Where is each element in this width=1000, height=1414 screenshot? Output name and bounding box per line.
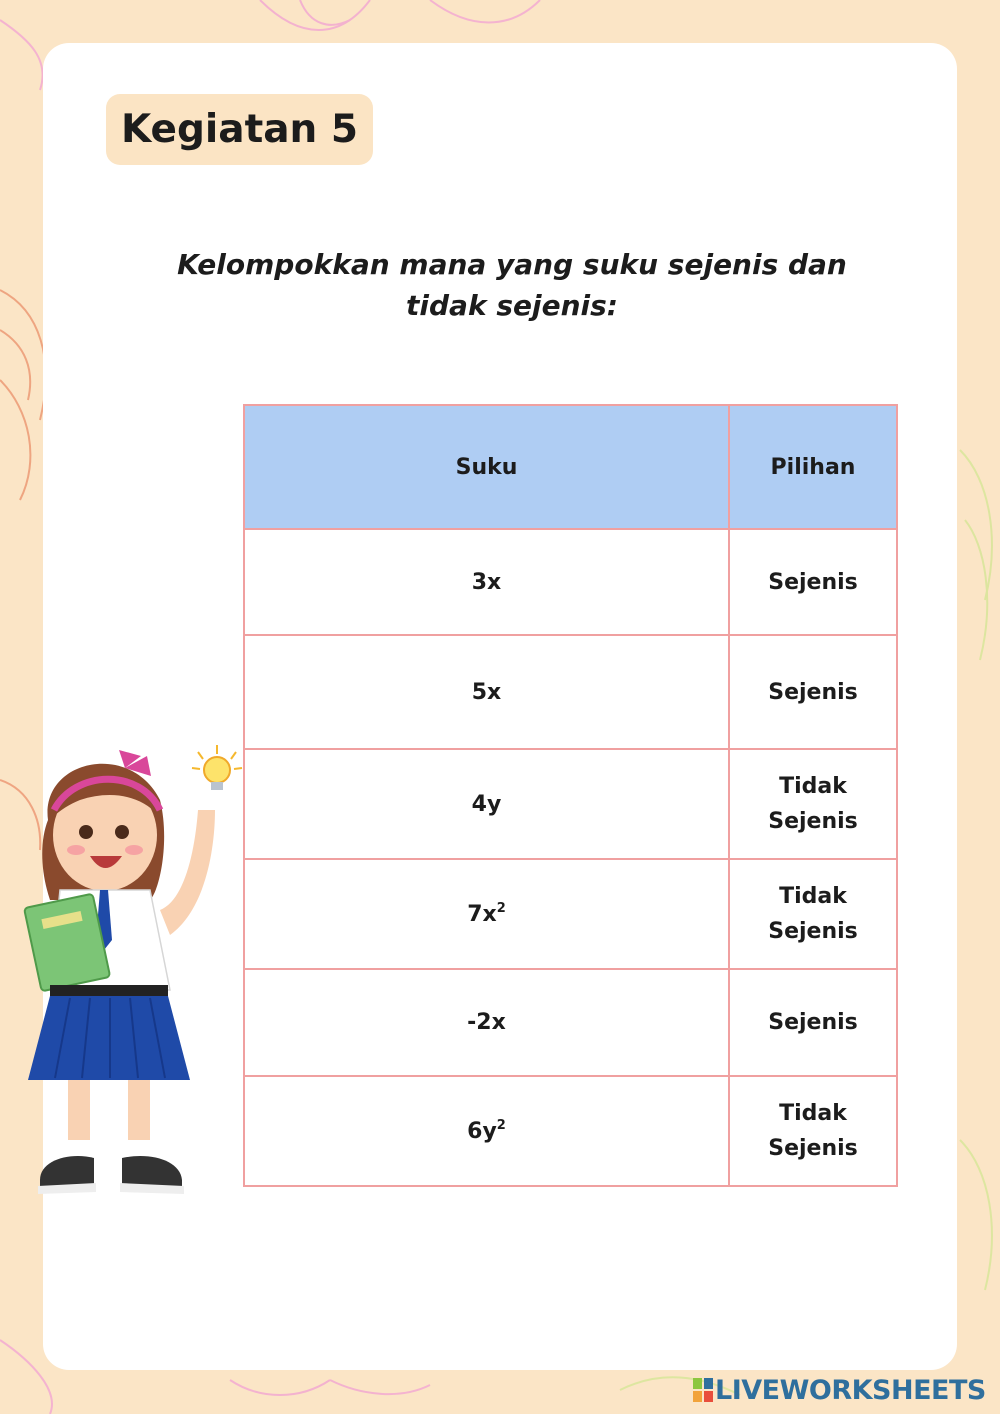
table-row <box>244 1076 897 1186</box>
term-base: 4y <box>471 791 502 817</box>
table-header-row <box>244 405 897 529</box>
header-suku: Suku <box>244 405 729 529</box>
table-row <box>244 635 897 749</box>
instruction-text: Kelompokkan mana yang suku sejenis dan tidak sejenis: <box>177 248 847 322</box>
table-row <box>244 749 897 859</box>
term-exponent: 2 <box>496 1117 506 1133</box>
table-row <box>244 859 897 969</box>
term-cell <box>244 635 729 749</box>
choice-text: Tidak Sejenis <box>768 1101 858 1161</box>
term-base: 7x <box>467 901 497 927</box>
term-base: 3x <box>471 569 502 595</box>
term-cell <box>244 1076 729 1186</box>
choice-text: Tidak Sejenis <box>768 884 858 944</box>
table-row <box>244 529 897 635</box>
term-base: 5x <box>471 679 502 705</box>
choice-cell[interactable] <box>729 749 897 859</box>
term-cell <box>244 859 729 969</box>
term-cell <box>244 749 729 859</box>
choice-cell[interactable]: Sejenis <box>729 529 897 635</box>
student-girl-illustration <box>10 740 250 1210</box>
term-cell <box>244 529 729 635</box>
activity-title: Kegiatan 5 <box>106 94 373 165</box>
term-cell <box>244 969 729 1076</box>
choice-cell[interactable]: Sejenis <box>729 635 897 749</box>
term-exponent: 2 <box>496 900 506 916</box>
header-pilihan: Pilihan <box>729 405 897 529</box>
choice-cell[interactable]: Sejenis <box>729 969 897 1076</box>
liveworksheets-brand-text: LIVEWORKSHEETS <box>715 1374 986 1406</box>
choice-cell[interactable] <box>729 1076 897 1186</box>
term-base: 6y <box>467 1118 497 1144</box>
choice-text: Tidak Sejenis <box>768 774 858 834</box>
liveworksheets-logo <box>693 1373 986 1407</box>
table-row <box>244 969 897 1076</box>
term-base: -2x <box>467 1010 506 1035</box>
choice-cell[interactable] <box>729 859 897 969</box>
liveworksheets-logo-icon <box>693 1378 713 1402</box>
lightbulb-icon <box>192 745 242 790</box>
like-terms-table <box>243 404 898 1187</box>
